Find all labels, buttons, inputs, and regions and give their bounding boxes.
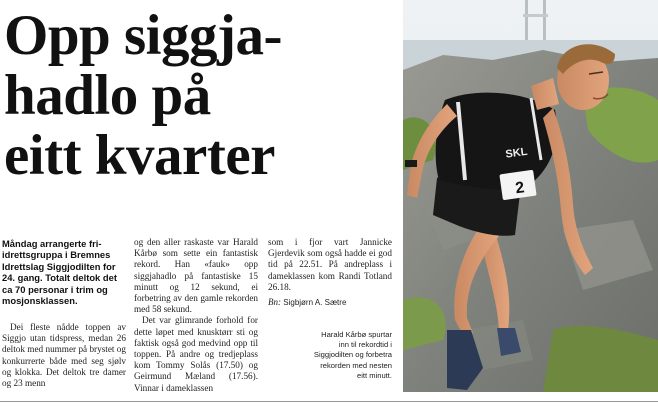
pole-bar [523,14,548,17]
article-column-1 [2,322,126,389]
photo-caption: Harald Kårbø spurtar inn til rekordtid i Siggjodilten og forbetra rekorden med nesten eitt minutt. [313,330,392,380]
photo-byline [268,297,346,307]
article-lead: Måndag arrangerte fri-idrettsgruppa i Bremnes Idrettslag Siggjodilten for 24. gang. Totalt deltok det ca 70 personar i trim og mosjonsklassen. [2,238,117,307]
shirt-logo: SKL [504,145,529,161]
column-2-paragraph-1: og den aller raskaste var Harald Kårbø som sette ein fantastisk rekord. Han «fauk» opp siggjahadlo på fantastiske 15 minutt og 12 sekund, ei forbetring av den gamle rekorden med 58 sekund. [134,237,258,315]
column-2-paragraph-2: Det var glimrande forhold for dette løpet med knusktørr sti og faktisk også god medvind opp til toppen. På andre og tredjeplass kom Tommy Solås (17.50) og Geirmund Mæland (17.56). Vinnar i dameklassen [134,315,258,393]
pole [525,0,528,45]
page-bottom-rule [0,401,658,402]
moss-patch [543,326,658,392]
headline-line-3: eitt kvarter [4,124,275,187]
article-column-2 [134,237,258,394]
article-headline [4,6,404,186]
bib-number: 2 [514,179,526,198]
column-1-paragraph: Dei fleste nådde toppen av Siggjo utan tidspress, medan 26 deltok med nummer på brystet og konkurrerte både med seg sjølv og klokka. Det deltok tre damer og 23 menn [2,322,126,389]
article-column-3 [268,237,392,293]
runner-photo [403,0,658,392]
runner-watch [405,160,417,167]
headline-line-2: hadlo på [4,64,211,127]
column-3-paragraph: som i fjor vart Jannicke Gjerdevik som også hadde ei god tid på 22.51. På andreplass i dameklassen kom Randi Totland 26.18. [268,237,392,292]
headline-line-1: Opp siggja- [4,4,282,67]
byline-prefix: Bn: [268,297,281,307]
pole [543,0,546,45]
byline-name: Sigbjørn A. Sætre [283,298,347,307]
